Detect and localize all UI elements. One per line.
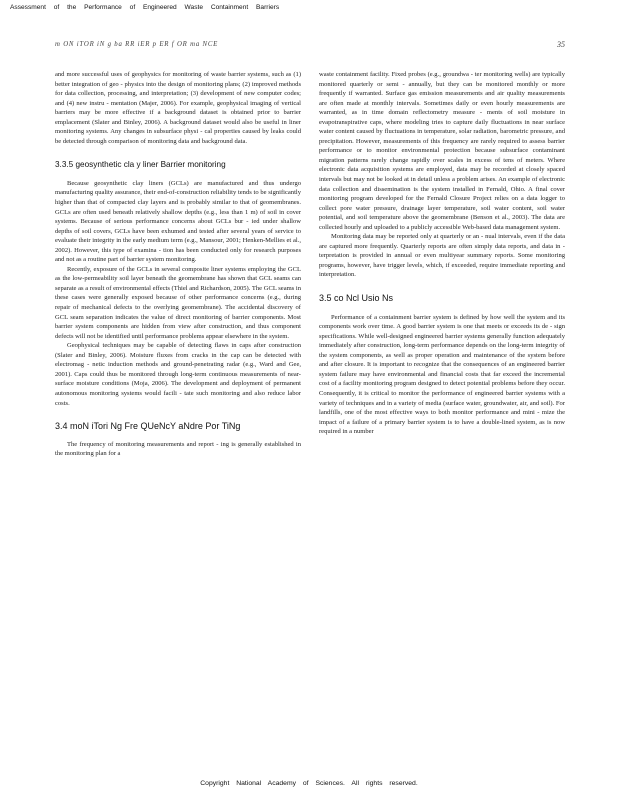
chapter-short-title: m ON iTOR iN g ba RR iER p ER f OR ma NCE (55, 41, 219, 48)
intro-paragraph: and more successful uses of geophysics for monitoring of waste barrier systems, such as (1) better integration of geo - physics into the design of monitoring plans; (2) improved methods for data collection, processing, and interpretation; (3) development of new computer codes; and (4) new instru - mentation (Majer, 2006). For example, geophysical imaging of vertical barriers may be more effective if a background dataset is obtained prior to barrier emplacement (Slater and Binley, 2006). A background dataset would also be useful in liner monitoring systems. Any changes in subsurface physi - cal properties caused by leaks could be detected through comparison of monitoring data and background data. (55, 71, 301, 145)
section-heading-3-3-5: 3.3.5 geosynthetic cla y liner Barrier monitoring (55, 160, 226, 170)
paragraph: Performance of a containment barrier system is defined by how well the system and its components work over time. A good barrier system is one that meets or exceeds its de - sign specifications. While well-designed engineered barrier systems generally function adequately immediately after construction, long-term performance depends on the long-term integrity of the system components, as well as proper operation and maintenance of the system before and after closure. It is important to recognize that the consequences of an engineered barrier system failure may have environmental and financial costs that far exceed the incremental cost of a facility monitoring program designed to detect potential problems before they occur. Consequently, it is critical to monitor the performance of engineered barrier systems with a variety of techniques and in a variety of media (surface water, groundwater, air, and soil). For landfills, one of the most effective ways to both monitor performance and mini - mize the impact of a failure of a primary barrier system is to have a double-lined system, as is now required in a number (319, 313, 565, 436)
copyright-footer: Copyright National Academy of Sciences. All rights reserved. (200, 780, 418, 787)
section-heading-3-4: 3.4 moN iTori Ng Fre QUeNcY aNdre Por TiNg (55, 421, 241, 432)
paragraph: Geophysical techniques may be capable of detecting flaws in caps after construction (Slater and Binley, 2006). Moisture fluxes from cracks in the cap can be detected with electromag - netic induction methods and ground-penetrating radar (e.g., Ward and Gee, 2001). Caps could thus be monitored through long-term continuous measurements of near-surface moisture conditions (Moja, 2006). The development and deployment of permanent autonomous monitoring systems would facili - tate such monitoring and also reduce labor costs. (55, 342, 301, 407)
paragraph: Recently, exposure of the GCLs in several composite liner systems employing the GCL as the low-permeability soil layer beneath the geomembrane has shown that GCL seams can separate as a result of environmental effects (Thiel and Richardson, 2005). The GCL seams in these cases were generally exposed because of other performance concerns (e.g., during repair of mechanical defects to the overlying geomembrane). The accidental discovery of GCL seam separation indicates the value of direct monitoring of barrier components. Most barrier system components are hidden from view after construction, and thus component defects will not be identified until performance problems appear elsewhere in the system. (55, 265, 301, 340)
page-number: 35 (557, 40, 565, 49)
paragraph: waste containment facility. Fixed probes (e.g., groundwa - ter monitoring wells) are typically monitored quarterly or semi - annually, but they can be monitored monthly or more frequently if warranted. Surface gas emission measurements and air quality measurements are often made at monthly intervals. Sometimes daily or even hourly measurements are warranted, as in time domain reflectometry measure - ments of soil moisture in evapotranspirative caps, where modeling tries to capture daily fluctuations in near surface water content caused by fluctuations in temperature, solar radiation, barometric pressure, and precipitation. However, measurements of this frequency are rarely required to assess barrier performance or to monitor environmental protection because subsurface contaminant migration patterns rarely change rapidly over scales in excess of tens of meters. Where electronic data acquisition systems are employed, data may be recorded at closely spaced intervals but may not be looked at in detail unless a problem arises. An example of electronic data collection and dissemination is the system installed in Fernald, Ohio. A final cover monitoring program developed for the Fernald Closure Project relies on a data logger to collect pore water pressure, drainage layer temperature, soil water content, soil water potential, and soil temperature above the geomembrane (Benson et al., 2003). The data are collected hourly and uploaded to a publicly accessible Web-based data management system. (319, 71, 565, 231)
paragraph: The frequency of monitoring measurements and report - ing is generally established in the monitoring plan for a (55, 440, 301, 458)
left-column (55, 70, 301, 459)
paragraph: Because geosynthetic clay liners (GCLs) are manufactured and thus undergo manufacturing quality assurance, their end-of-construction reliability tends to be significantly higher than that of compacted clay layers and is probably similar to that of geomembranes. GCLs are often used beneath relatively shallow depths (e.g., less than 1 m) of soil in cover systems. Because of serious performance concerns about GCLs bur - ied under shallow depths of soil covers, GCLs have been exhumed and tested after several years of service to evaluate their integrity in the early medium term (e.g., Mansour, 2001; Henken-Mellies et al., 2002). However, this type of examina - tion has been conducted only for research purposes and not as a routine part of barrier system monitoring. (55, 179, 301, 264)
paragraph: Monitoring data may be reported only at quarterly or an - nual intervals, even if the data are captured more frequently. Quarterly reports are often simply data reports, and data in - terpretation is provided in annual or even multiyear summary reports. Some monitoring programs, however, have trigger levels, which, if exceeded, require immediate reporting and interpretation. (319, 233, 565, 279)
running-head: Assessment of the Performance of Engineered Waste Containment Barriers (10, 4, 280, 11)
page-header (55, 41, 565, 53)
right-column (319, 70, 565, 437)
section-heading-3-5: 3.5 co Ncl Usio Ns (319, 293, 394, 304)
